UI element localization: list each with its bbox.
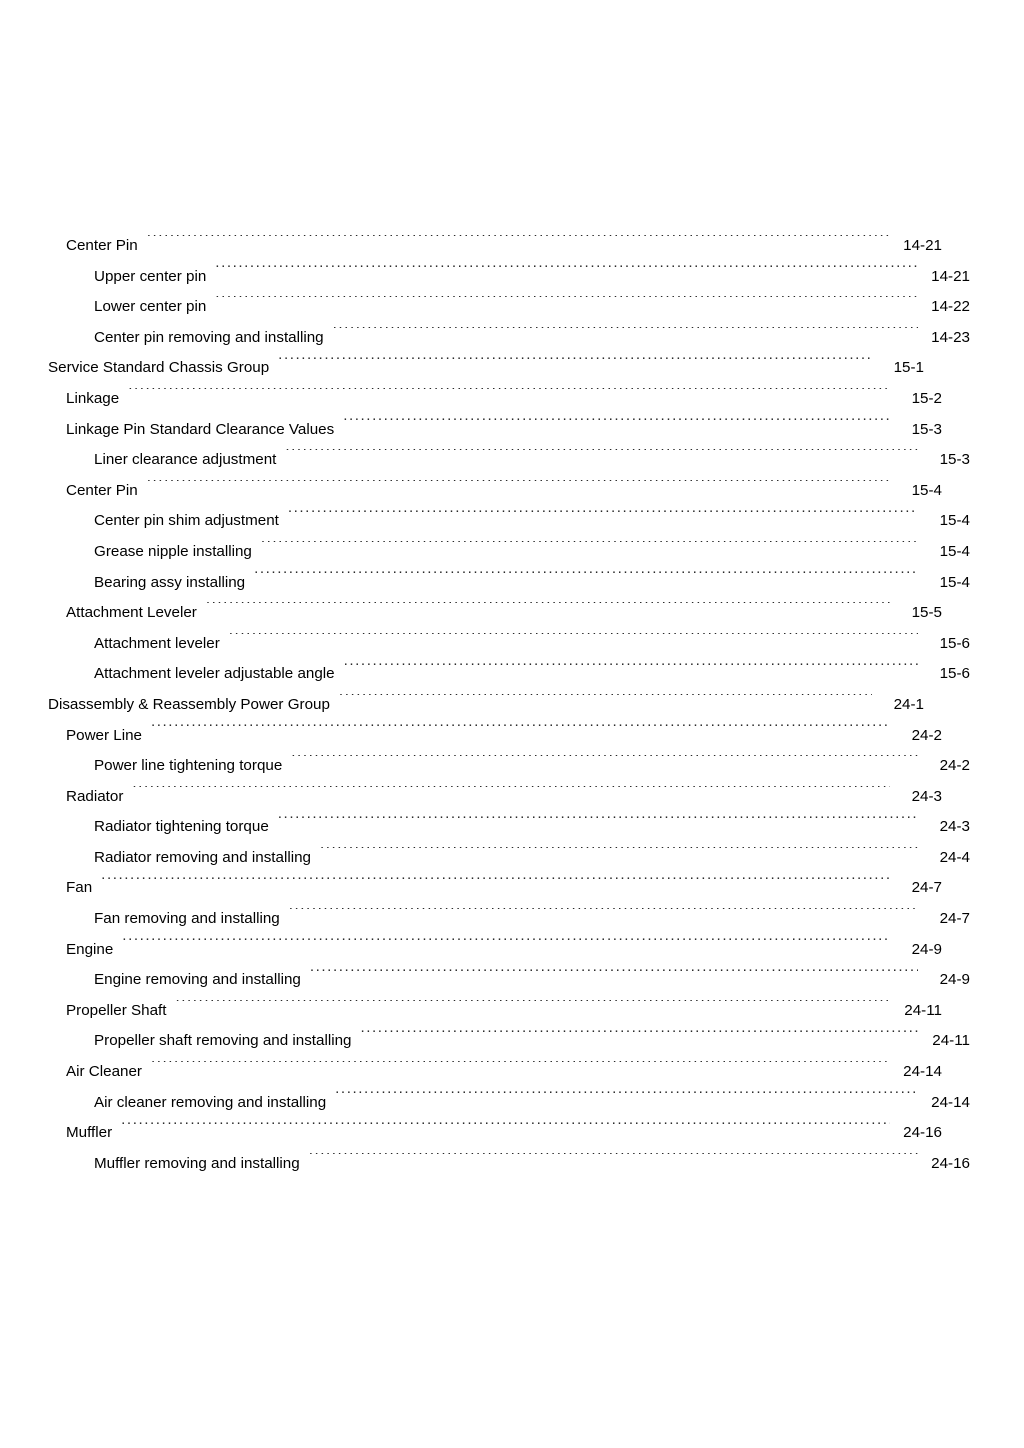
toc-entry-title: Muffler removing and installing bbox=[94, 1154, 300, 1172]
toc-entry-page-number: 24-2 bbox=[939, 757, 970, 775]
toc-entry-page-number: 24-11 bbox=[904, 1001, 942, 1019]
toc-entry-title: Power line tightening torque bbox=[94, 757, 283, 775]
toc-entry[interactable] bbox=[48, 629, 970, 660]
toc-entry-page-number: 24-14 bbox=[903, 1063, 942, 1081]
toc-entry[interactable] bbox=[48, 843, 970, 874]
toc-entry-page-number: 24-4 bbox=[939, 848, 970, 866]
toc-entry-title: Lower center pin bbox=[94, 298, 207, 316]
dot-leader bbox=[175, 1000, 890, 1015]
toc-entry[interactable] bbox=[48, 935, 942, 966]
dot-leader bbox=[360, 1030, 918, 1045]
toc-entry[interactable] bbox=[48, 384, 942, 415]
toc-entry[interactable] bbox=[48, 721, 942, 752]
toc-entry[interactable] bbox=[48, 415, 942, 446]
toc-entry[interactable] bbox=[48, 690, 924, 721]
toc-entry-page-number: 24-11 bbox=[932, 1032, 970, 1050]
toc-entry[interactable] bbox=[48, 231, 942, 262]
dot-leader bbox=[309, 1153, 918, 1168]
toc-entry-title: Radiator tightening torque bbox=[94, 818, 269, 836]
toc-entry-page-number: 15-5 bbox=[911, 604, 942, 622]
dot-leader bbox=[278, 357, 872, 372]
toc-entry-page-number: 24-9 bbox=[911, 940, 942, 958]
toc-entry[interactable] bbox=[48, 353, 924, 384]
toc-entry[interactable] bbox=[48, 873, 942, 904]
toc-entry-title: Liner clearance adjustment bbox=[94, 451, 277, 469]
toc-entry[interactable] bbox=[48, 1057, 942, 1088]
dot-leader bbox=[285, 449, 918, 464]
dot-leader bbox=[122, 938, 890, 953]
dot-leader bbox=[335, 1091, 918, 1106]
toc-entry-page-number: 15-6 bbox=[939, 634, 970, 652]
toc-entry[interactable] bbox=[48, 476, 942, 507]
toc-entry[interactable] bbox=[48, 568, 970, 599]
toc-entry-page-number: 15-4 bbox=[939, 573, 970, 591]
dot-leader bbox=[147, 235, 890, 250]
dot-leader bbox=[310, 969, 918, 984]
toc-entry-page-number: 24-16 bbox=[903, 1124, 942, 1142]
toc-entry[interactable] bbox=[48, 445, 970, 476]
toc-entry[interactable] bbox=[48, 292, 970, 323]
toc-entry-title: Muffler bbox=[66, 1124, 113, 1142]
dot-leader bbox=[147, 480, 890, 495]
toc-entry-page-number: 24-3 bbox=[911, 787, 942, 805]
toc-entry-page-number: 15-2 bbox=[911, 389, 942, 407]
dot-leader bbox=[278, 816, 918, 831]
toc-entry[interactable] bbox=[48, 751, 970, 782]
toc-entry-page-number: 24-16 bbox=[931, 1154, 970, 1172]
toc-entry-title: Center Pin bbox=[66, 237, 138, 254]
toc-entry-page-number: 15-4 bbox=[911, 481, 942, 499]
toc-entry[interactable] bbox=[48, 1149, 970, 1180]
toc-entry-title: Linkage bbox=[66, 389, 120, 407]
dot-leader bbox=[261, 541, 918, 556]
toc-entry-title: Attachment leveler bbox=[94, 634, 220, 652]
toc-entry[interactable] bbox=[48, 996, 942, 1027]
dot-leader bbox=[229, 633, 918, 648]
toc-entry-page-number: 14-23 bbox=[931, 328, 970, 346]
toc-entry-title: Center pin shim adjustment bbox=[94, 512, 279, 530]
toc-entry-title: Fan removing and installing bbox=[94, 910, 280, 928]
toc-entry-page-number: 15-3 bbox=[939, 451, 970, 469]
toc-entry[interactable] bbox=[48, 1118, 942, 1149]
dot-leader bbox=[215, 296, 918, 311]
table-of-contents-list bbox=[48, 231, 970, 1179]
toc-entry[interactable] bbox=[48, 1088, 970, 1119]
toc-entry[interactable] bbox=[48, 506, 970, 537]
toc-entry-title: Power Line bbox=[66, 726, 142, 744]
toc-entry-title: Engine bbox=[66, 940, 114, 958]
toc-entry-title: Center pin removing and installing bbox=[94, 328, 324, 346]
toc-entry-page-number: 14-22 bbox=[931, 298, 970, 316]
toc-entry[interactable] bbox=[48, 904, 970, 935]
toc-entry[interactable] bbox=[48, 537, 970, 568]
dot-leader bbox=[206, 602, 890, 617]
toc-entry-title: Propeller Shaft bbox=[66, 1001, 167, 1019]
dot-leader bbox=[288, 510, 918, 525]
toc-entry-title: Attachment leveler adjustable angle bbox=[94, 665, 335, 683]
dot-leader bbox=[339, 694, 872, 709]
toc-entry-page-number: 14-21 bbox=[931, 267, 970, 285]
toc-entry-title: Linkage Pin Standard Clearance Values bbox=[66, 420, 335, 438]
toc-entry-title: Grease nipple installing bbox=[94, 542, 252, 560]
toc-entry-title: Service Standard Chassis Group bbox=[48, 359, 270, 377]
toc-entry[interactable] bbox=[48, 782, 942, 813]
toc-entry-page-number: 14-21 bbox=[903, 237, 942, 254]
toc-entry-page-number: 24-3 bbox=[939, 818, 970, 836]
dot-leader bbox=[320, 847, 918, 862]
toc-entry-title: Air cleaner removing and installing bbox=[94, 1093, 327, 1111]
toc-entry-page-number: 15-4 bbox=[939, 512, 970, 530]
dot-leader bbox=[132, 786, 890, 801]
dot-leader bbox=[291, 755, 918, 770]
toc-entry-title: Center Pin bbox=[66, 481, 138, 499]
dot-leader bbox=[151, 1061, 890, 1076]
toc-entry[interactable] bbox=[48, 323, 970, 354]
toc-entry-title: Air Cleaner bbox=[66, 1063, 142, 1081]
dot-leader bbox=[333, 327, 918, 342]
toc-entry-page-number: 15-4 bbox=[939, 542, 970, 560]
dot-leader bbox=[344, 663, 918, 678]
toc-entry-title: Disassembly & Reassembly Power Group bbox=[48, 695, 330, 713]
toc-entry-page-number: 15-1 bbox=[893, 359, 924, 377]
toc-entry-page-number: 24-7 bbox=[911, 879, 942, 897]
dot-leader bbox=[343, 418, 890, 433]
toc-entry-title: Attachment Leveler bbox=[66, 604, 197, 622]
toc-entry[interactable] bbox=[48, 659, 970, 690]
toc-entry[interactable] bbox=[48, 262, 970, 293]
dot-leader bbox=[128, 388, 890, 403]
toc-entry-title: Radiator bbox=[66, 787, 124, 805]
toc-entry-title: Engine removing and installing bbox=[94, 971, 301, 989]
dot-leader bbox=[215, 265, 918, 280]
toc-entry-page-number: 24-9 bbox=[939, 971, 970, 989]
dot-leader bbox=[289, 908, 918, 923]
toc-entry[interactable] bbox=[48, 812, 970, 843]
toc-entry-page-number: 15-3 bbox=[911, 420, 942, 438]
toc-entry-page-number: 15-6 bbox=[939, 665, 970, 683]
toc-entry[interactable] bbox=[48, 1026, 970, 1057]
toc-entry[interactable] bbox=[48, 598, 942, 629]
dot-leader bbox=[101, 877, 890, 892]
toc-entry-title: Fan bbox=[66, 879, 93, 897]
dot-leader bbox=[121, 1122, 890, 1137]
dot-leader bbox=[151, 724, 890, 739]
toc-entry-title: Bearing assy installing bbox=[94, 573, 246, 591]
toc-entry-page-number: 24-7 bbox=[939, 910, 970, 928]
dot-leader bbox=[254, 571, 918, 586]
toc-entry-page-number: 24-14 bbox=[931, 1093, 970, 1111]
toc-entry-title: Radiator removing and installing bbox=[94, 848, 311, 866]
toc-entry-page-number: 24-1 bbox=[893, 695, 924, 713]
toc-entry[interactable] bbox=[48, 965, 970, 996]
toc-entry-title: Propeller shaft removing and installing bbox=[94, 1032, 352, 1050]
toc-entry-page-number: 24-2 bbox=[911, 726, 942, 744]
toc-entry-title: Upper center pin bbox=[94, 267, 207, 285]
